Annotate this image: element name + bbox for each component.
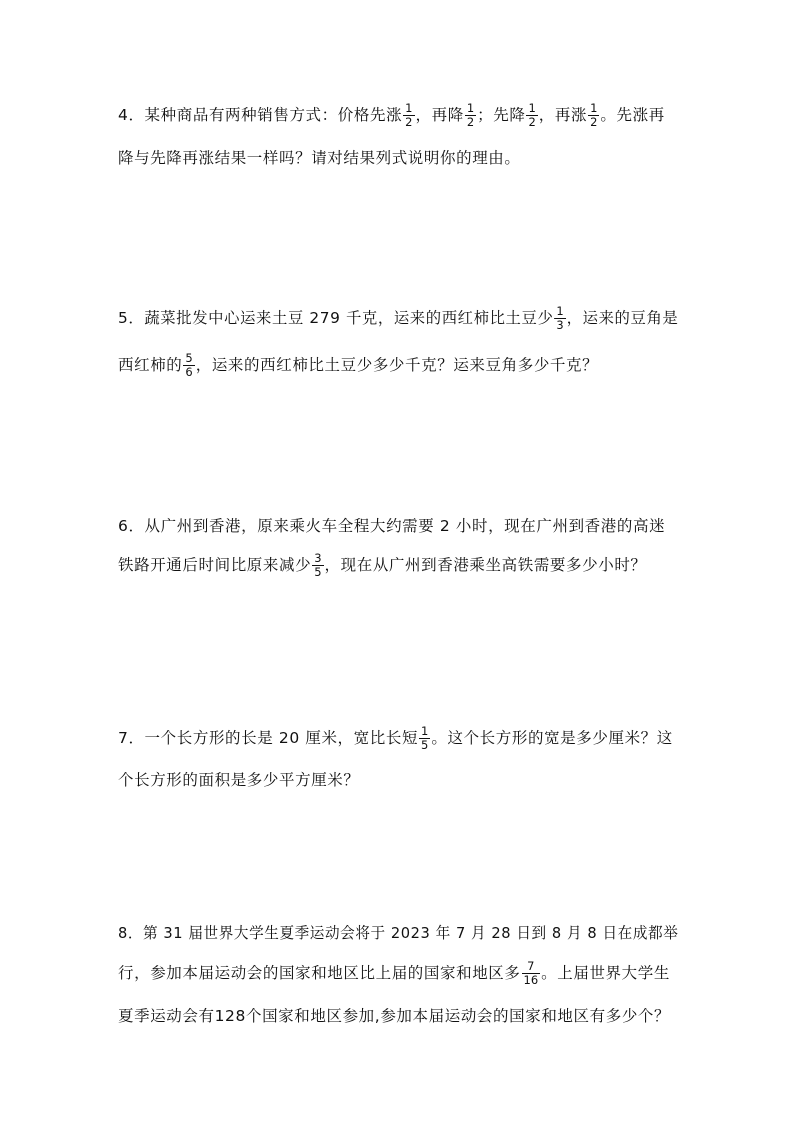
text: 西红柿的 xyxy=(118,356,183,374)
numerator: 7 xyxy=(527,959,535,973)
text: 降与先降再涨结果一样吗？请对结果列式说明你的理由。 xyxy=(118,149,521,167)
text: 行，参加本届运动会的国家和地区比上届的国家和地区多 xyxy=(118,964,521,982)
denominator: 3 xyxy=(556,318,564,332)
numerator: 1 xyxy=(466,101,475,115)
text: ，现在从广州到香港乘坐高铁需要多少小时？ xyxy=(324,556,647,574)
question-6-line-1 xyxy=(118,506,678,546)
fraction xyxy=(588,102,599,129)
text: 5．蔬菜批发中心运来土豆 279 千克，运来的西红柿比土豆少 xyxy=(118,309,554,327)
denominator: 2 xyxy=(528,115,536,129)
text: 铁路开通后时间比原来减少 xyxy=(118,556,312,574)
text: 6．从广州到香港，原来乘火车全程大约需要 2 小时，现在广州到香港的高迷 xyxy=(118,517,666,535)
fraction xyxy=(312,552,323,579)
fraction xyxy=(522,960,541,987)
question-4-line-1 xyxy=(118,95,678,135)
question-5-line-1 xyxy=(118,298,679,338)
text: 个长方形的面积是多少平方厘米？ xyxy=(118,771,360,789)
text: 。上届世界大学生 xyxy=(541,964,670,982)
denominator: 2 xyxy=(405,115,413,129)
text: 7．一个长方形的长是 20 厘米，宽比长短 xyxy=(118,729,419,747)
question-8-line-1 xyxy=(118,913,679,953)
text: ，再降 xyxy=(415,106,464,124)
text: ，运来的豆角是 xyxy=(566,309,679,327)
text: ；先降 xyxy=(477,106,526,124)
text: 。先涨再 xyxy=(600,106,665,124)
question-7-line-1 xyxy=(118,718,678,758)
question-8-line-2 xyxy=(118,953,678,993)
text: ，运来的西红柿比土豆少多少千克？运来豆角多少千克？ xyxy=(195,356,599,374)
denominator: 16 xyxy=(523,973,539,987)
question-8-line-3 xyxy=(118,996,678,1036)
text: 8．第 31 届世界大学生夏季运动会将于 2023 年 7 月 28 日到 8 月 8 日在成都举 xyxy=(118,924,679,942)
question-5-line-2 xyxy=(118,345,678,385)
fraction xyxy=(526,102,537,129)
fraction xyxy=(419,725,430,752)
fraction xyxy=(403,102,414,129)
text: 4．某种商品有两种销售方式：价格先涨 xyxy=(118,106,403,124)
fraction xyxy=(465,102,476,129)
denominator: 5 xyxy=(314,565,322,579)
text: ，再涨 xyxy=(538,106,588,124)
question-6-line-2 xyxy=(118,545,678,585)
denominator: 5 xyxy=(421,738,429,752)
fraction xyxy=(183,352,194,379)
question-4-line-2 xyxy=(118,138,678,178)
numerator: 1 xyxy=(421,724,429,738)
fraction xyxy=(554,305,565,332)
numerator: 1 xyxy=(590,101,598,115)
numerator: 3 xyxy=(314,551,322,565)
numerator: 1 xyxy=(556,304,564,318)
question-7-line-2 xyxy=(118,760,678,800)
numerator: 1 xyxy=(528,101,536,115)
numerator: 5 xyxy=(185,351,193,365)
denominator: 6 xyxy=(185,365,193,379)
text: 夏季运动会有128个国家和地区参加,参加本届运动会的国家和地区有多少个？ xyxy=(118,1007,671,1025)
text: 。这个长方形的宽是多少厘米？这 xyxy=(431,729,673,747)
denominator: 2 xyxy=(590,115,598,129)
numerator: 1 xyxy=(405,101,413,115)
denominator: 2 xyxy=(466,115,475,129)
